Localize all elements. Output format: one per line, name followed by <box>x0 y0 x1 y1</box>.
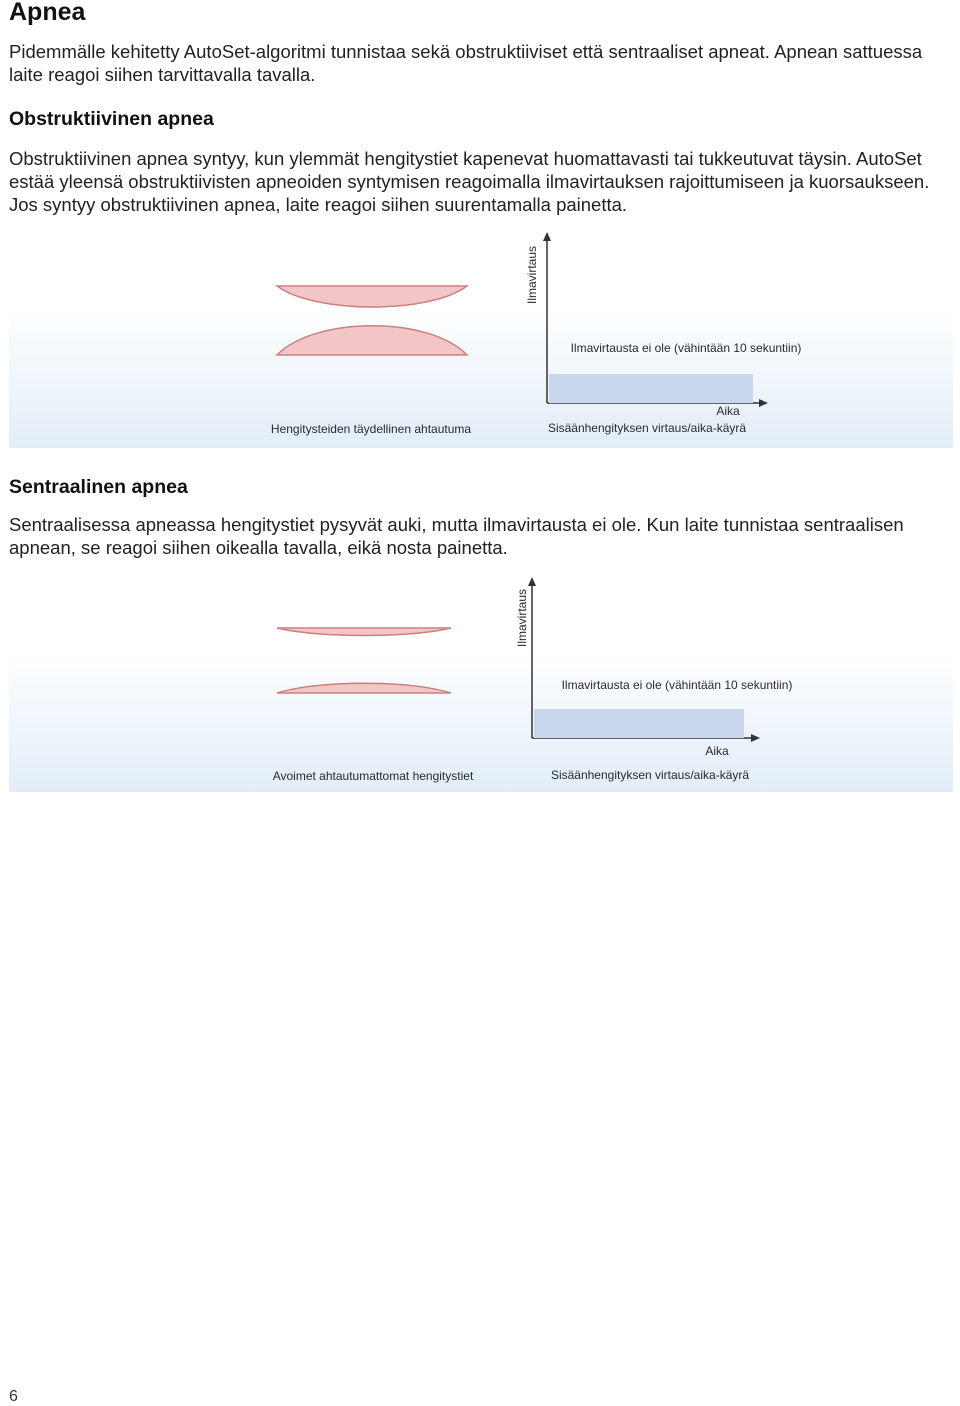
chart-caption: Sisäänhengityksen virtaus/aika-käyrä <box>550 768 750 782</box>
flow-time-chart <box>515 577 792 782</box>
no-flow-region <box>534 709 744 738</box>
lower-airway-wall <box>277 683 451 693</box>
central-heading: Sentraalinen apnea <box>9 476 188 498</box>
no-flow-region <box>549 374 753 403</box>
upper-airway-wall <box>277 628 451 636</box>
no-airflow-annotation: Ilmavirtausta ei ole (vähintään 10 sekuntiin) <box>570 341 802 355</box>
x-axis-arrowhead <box>759 399 768 407</box>
central-paragraph: Sentraalisessa apneassa hengitystiet pysyvät auki, mutta ilmavirtausta ei ole. Kun laite tunnistaa sentraalisen apnean, se reagoi siihen oikealla tavalla, eikä nosta painetta. <box>9 514 904 558</box>
central-figure <box>0 570 960 800</box>
x-axis-label: Aika <box>716 404 740 418</box>
y-axis-label: Ilmavirtaus <box>515 588 529 648</box>
upper-airway-wall <box>277 286 467 307</box>
y-axis-arrowhead <box>528 577 536 586</box>
intro-paragraph: Pidemmälle kehitetty AutoSet-algoritmi tunnistaa sekä obstruktiiviset että sentraaliset apneat. Apnean sattuessa laite reagoi siihen tarvittavalla tavalla. <box>9 41 923 85</box>
lower-airway-wall <box>277 326 467 355</box>
obstructive-figure <box>0 225 960 455</box>
page-number: 6 <box>9 1388 18 1405</box>
collapsed-airway-illustration <box>277 286 467 355</box>
open-airway-illustration <box>277 628 451 693</box>
obstructive-heading: Obstruktiivinen apnea <box>9 108 214 130</box>
airway-caption: Avoimet ahtautumattomat hengitystiet <box>272 769 474 783</box>
no-airflow-annotation: Ilmavirtausta ei ole (vähintään 10 sekuntiin) <box>561 678 793 692</box>
y-axis-label: Ilmavirtaus <box>525 245 539 305</box>
x-axis-label: Aika <box>705 744 729 758</box>
x-axis-arrowhead <box>751 734 760 742</box>
airway-caption: Hengitysteiden täydellinen ahtautuma <box>270 422 472 436</box>
chart-caption: Sisäänhengityksen virtaus/aika-käyrä <box>547 421 747 435</box>
page-title: Apnea <box>9 0 86 26</box>
obstructive-paragraph: Obstruktiivinen apnea syntyy, kun ylemmät hengitystiet kapenevat huomattavasti tai tukkeutuvat täysin. AutoSet estää yleensä obstruktiivisten apneoiden syntymisen reagoimalla ilmavirtauksen rajoittumiseen ja kuorsaukseen. Jos syntyy obstruktiivinen apnea, laite reagoi siihen suurentamalla painetta. <box>9 148 930 215</box>
flow-time-chart <box>525 232 801 435</box>
y-axis-arrowhead <box>543 232 551 241</box>
